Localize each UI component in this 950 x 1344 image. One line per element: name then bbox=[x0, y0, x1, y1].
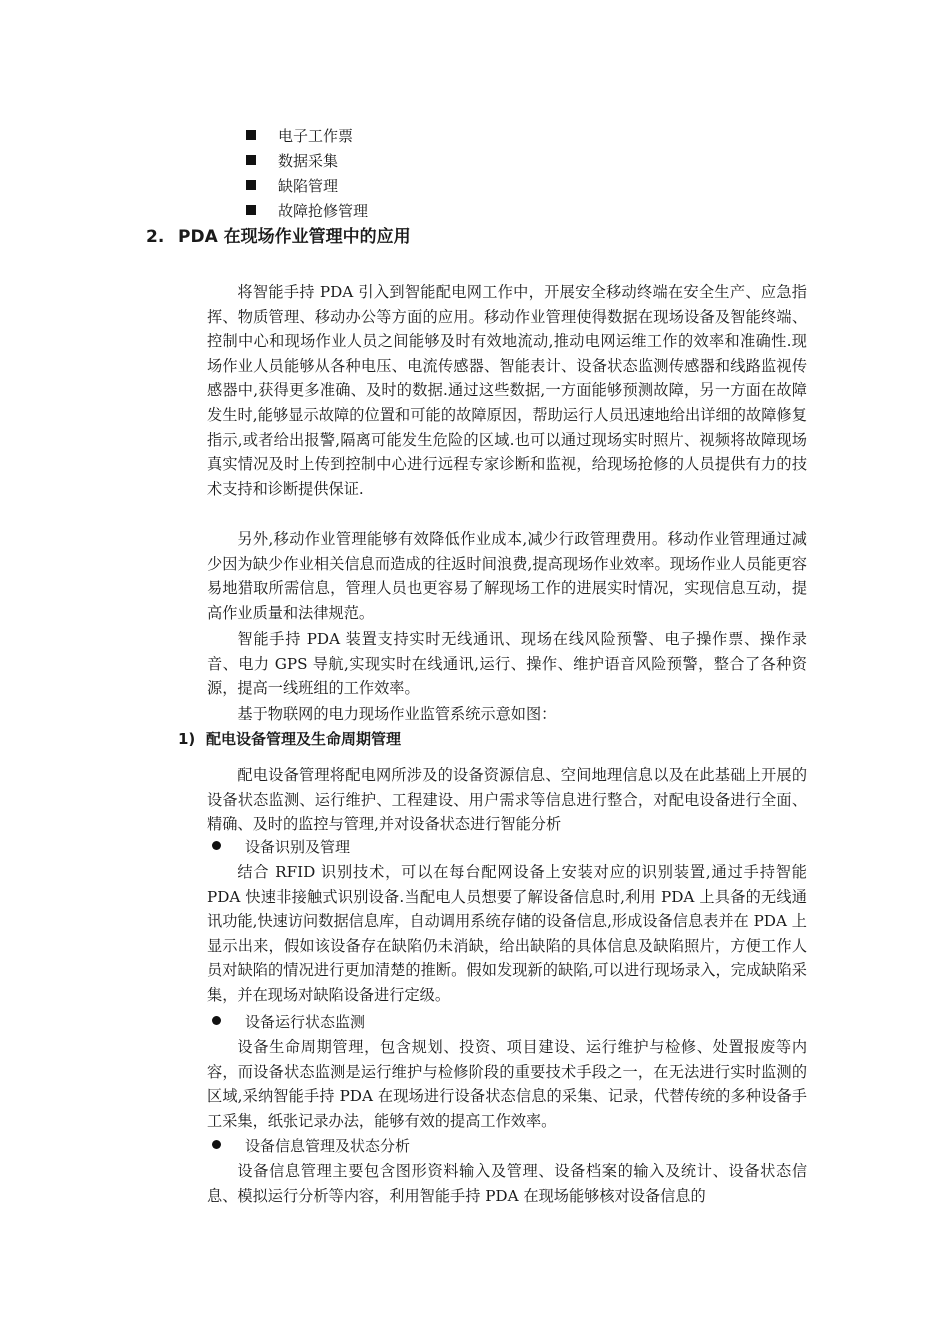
list-item-label: 缺陷管理 bbox=[278, 177, 339, 195]
task-list bbox=[246, 124, 368, 224]
subsection-title: 配电设备管理及生命周期管理 bbox=[206, 730, 402, 748]
body-paragraph: 基于物联网的电力现场作业监管系统示意如图： bbox=[237, 705, 557, 723]
round-bullet-icon bbox=[212, 841, 221, 850]
bullet-label: 设备信息管理及状态分析 bbox=[245, 1137, 411, 1155]
list-item bbox=[246, 199, 368, 224]
list-item-label: 数据采集 bbox=[278, 152, 339, 170]
bullet-item bbox=[212, 1010, 365, 1034]
body-paragraph: 将智能手持 PDA 引入到智能配电网工作中，开展安全移动终端在安全生产、应急指挥、物质管理、移动办公等方面的应用。移动作业管理使得数据在现场设备及智能终端、控制中心和现场作业人员之间能够及时有效地流动,推动电网运维工作的效率和准确性.现场作业人员能够从各种电压、电流传感器、智能表计、设备状态监测传感器和线路监视传感器中,获得更多准确、及时的数据.通过这些数据,一方面能够预测故障，另一方面在故障发生时,能够显示故障的位置和可能的故障原因，帮助运行人员迅速地给出详细的故障修复指示,或者给出报警,隔离可能发生危险的区域.也可以通过现场实时照片、视频将故障现场真实情况及时上传到控制中心进行远程专家诊断和监视，给现场抢修的人员提供有力的技术支持和诊断提供保证. bbox=[207, 283, 807, 498]
square-bullet-icon bbox=[246, 155, 256, 165]
body-paragraph: 设备信息管理主要包含图形资料输入及管理、设备档案的输入及统计、设备状态信息、模拟运行分析等内容，利用智能手持 PDA 在现场能够核对设备信息的 bbox=[207, 1162, 807, 1205]
subsection-number: 1) bbox=[178, 730, 196, 748]
subsection-heading bbox=[178, 727, 401, 751]
list-item bbox=[246, 174, 368, 199]
list-item bbox=[246, 149, 368, 174]
section-number: 2. bbox=[146, 227, 165, 247]
bullet-label: 设备运行状态监测 bbox=[245, 1013, 366, 1031]
bullet-label: 设备识别及管理 bbox=[245, 838, 351, 856]
round-bullet-icon bbox=[212, 1016, 221, 1025]
body-paragraph: 结合 RFID 识别技术，可以在每台配网设备上安装对应的识别装置,通过手持智能 PDA 快速非接触式识别设备.当配电人员想要了解设备信息时,利用 PDA 上具备的无线通讯功能,快速访问数据信息库，自动调用系统存储的设备信息,形成设备信息表并在 PDA 上显示出来，假如该设备存在缺陷仍未消缺，给出缺陷的具体信息及缺陷照片，方便工作人员对缺陷的情况进行更加清楚的推断。假如发现新的缺陷,可以进行现场录入，完成缺陷采集，并在现场对缺陷设备进行定级。 bbox=[207, 863, 807, 1004]
section-title: PDA 在现场作业管理中的应用 bbox=[178, 227, 411, 247]
bullet-item bbox=[212, 1134, 410, 1158]
body-paragraph: 智能手持 PDA 装置支持实时无线通讯、现场在线风险预警、电子操作票、操作录音、电力 GPS 导航,实现实时在线通讯,运行、操作、维护语音风险预警，整合了各种资源，提高一线班组的工作效率。 bbox=[207, 630, 807, 698]
body-paragraph: 配电设备管理将配电网所涉及的设备资源信息、空间地理信息以及在此基础上开展的设备状态监测、运行维护、工程建设、用户需求等信息进行整合，对配电设备进行全面、精确、及时的监控与管理,并对设备状态进行智能分析 bbox=[207, 766, 807, 834]
square-bullet-icon bbox=[246, 180, 256, 190]
round-bullet-icon bbox=[212, 1140, 221, 1149]
body-paragraph: 设备生命周期管理，包含规划、投资、项目建设、运行维护与检修、处置报废等内容，而设备状态监测是运行维护与检修阶段的重要技术手段之一，在无法进行实时监测的区域,采纳智能手持 PDA 在现场进行设备状态信息的采集、记录，代替传统的多种设备手工采集，纸张记录办法，能够有效的提高工作效率。 bbox=[207, 1038, 807, 1130]
square-bullet-icon bbox=[246, 205, 256, 215]
list-item-label: 电子工作票 bbox=[278, 127, 354, 145]
list-item bbox=[246, 124, 368, 149]
section-heading bbox=[146, 224, 411, 250]
bullet-item bbox=[212, 835, 350, 859]
square-bullet-icon bbox=[246, 130, 256, 140]
list-item-label: 故障抢修管理 bbox=[278, 202, 369, 220]
body-paragraph: 另外,移动作业管理能够有效降低作业成本,减少行政管理费用。移动作业管理通过减少因为缺少作业相关信息而造成的往返时间浪费,提高现场作业效率。现场作业人员能更容易地猎取所需信息，管理人员也更容易了解现场工作的进展实时情况，实现信息互动，提高作业质量和法律规范。 bbox=[207, 530, 807, 622]
